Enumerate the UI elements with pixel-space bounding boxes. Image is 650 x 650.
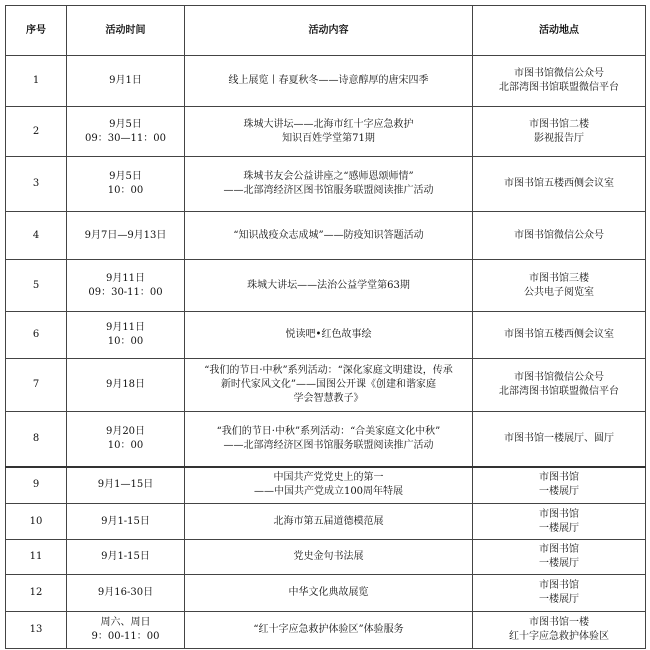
cell-place: 市图书馆微信公众号 北部湾图书馆联盟微信平台 <box>473 359 646 412</box>
cell-time: 9月5日 09：30—11：00 <box>67 107 185 157</box>
cell-place: 市图书馆微信公众号 <box>473 212 646 260</box>
cell-content: 珠城书友会公益讲座之“感师恩颂师情” ——北部湾经济区图书馆服务联盟阅读推广活动 <box>185 157 473 212</box>
cell-no: 9 <box>6 467 67 504</box>
cell-place: 市图书馆三楼 公共电子阅览室 <box>473 260 646 312</box>
cell-place: 市图书馆 一楼展厅 <box>473 467 646 504</box>
cell-no: 2 <box>6 107 67 157</box>
table-row <box>6 107 646 157</box>
activity-schedule-table <box>5 5 646 649</box>
cell-content: “红十字应急救护体验区”体验服务 <box>185 612 473 649</box>
cell-content: 珠城大讲坛——法治公益学堂第63期 <box>185 260 473 312</box>
cell-content: 悦读吧•红色故事绘 <box>185 312 473 359</box>
cell-place: 市图书馆微信公众号 北部湾图书馆联盟微信平台 <box>473 56 646 107</box>
cell-content: “知识战疫众志成城”——防疫知识答题活动 <box>185 212 473 260</box>
table-row <box>6 467 646 504</box>
cell-content: 党史金句书法展 <box>185 540 473 575</box>
cell-no: 11 <box>6 540 67 575</box>
cell-time: 周六、周日 9：00-11：00 <box>67 612 185 649</box>
table-row <box>6 504 646 540</box>
cell-no: 1 <box>6 56 67 107</box>
table-header-row <box>6 6 646 56</box>
cell-time: 9月1—15日 <box>67 467 185 504</box>
cell-no: 12 <box>6 575 67 612</box>
cell-place: 市图书馆一楼展厅、圆厅 <box>473 412 646 467</box>
cell-place: 市图书馆二楼 影视报告厅 <box>473 107 646 157</box>
header-place: 活动地点 <box>473 6 646 56</box>
cell-no: 8 <box>6 412 67 467</box>
cell-content: “我们的节日·中秋”系列活动：“合美家庭文化中秋” ——北部湾经济区图书馆服务联盟阅读推广活动 <box>185 412 473 467</box>
cell-no: 4 <box>6 212 67 260</box>
cell-content: 线上展览丨春夏秋冬——诗意醇厚的唐宋四季 <box>185 56 473 107</box>
table-row <box>6 575 646 612</box>
cell-no: 5 <box>6 260 67 312</box>
cell-time: 9月1-15日 <box>67 540 185 575</box>
cell-time: 9月1-15日 <box>67 504 185 540</box>
cell-content: 中国共产党党史上的第一 ——中国共产党成立100周年特展 <box>185 467 473 504</box>
cell-content: 中华文化典故展览 <box>185 575 473 612</box>
cell-no: 7 <box>6 359 67 412</box>
cell-time: 9月7日—9月13日 <box>67 212 185 260</box>
cell-no: 3 <box>6 157 67 212</box>
cell-no: 10 <box>6 504 67 540</box>
table-row <box>6 212 646 260</box>
cell-time: 9月18日 <box>67 359 185 412</box>
cell-content: 珠城大讲坛——北海市红十字应急救护 知识百姓学堂第71期 <box>185 107 473 157</box>
header-time: 活动时间 <box>67 6 185 56</box>
table-row <box>6 540 646 575</box>
cell-no: 6 <box>6 312 67 359</box>
table-row <box>6 157 646 212</box>
cell-place: 市图书馆 一楼展厅 <box>473 575 646 612</box>
table-row <box>6 312 646 359</box>
table-row <box>6 260 646 312</box>
cell-place: 市图书馆 一楼展厅 <box>473 540 646 575</box>
cell-time: 9月16-30日 <box>67 575 185 612</box>
cell-no: 13 <box>6 612 67 649</box>
table-row <box>6 359 646 412</box>
table-row <box>6 56 646 107</box>
cell-content: 北海市第五届道德模范展 <box>185 504 473 540</box>
table-row <box>6 412 646 467</box>
header-content: 活动内容 <box>185 6 473 56</box>
cell-time: 9月1日 <box>67 56 185 107</box>
cell-time: 9月11日 10：00 <box>67 312 185 359</box>
cell-place: 市图书馆一楼 红十字应急救护体验区 <box>473 612 646 649</box>
cell-time: 9月5日 10：00 <box>67 157 185 212</box>
header-no: 序号 <box>6 6 67 56</box>
cell-place: 市图书馆 一楼展厅 <box>473 504 646 540</box>
cell-place: 市图书馆五楼西侧会议室 <box>473 312 646 359</box>
cell-place: 市图书馆五楼西侧会议室 <box>473 157 646 212</box>
table-row <box>6 612 646 649</box>
cell-time: 9月11日 09：30-11：00 <box>67 260 185 312</box>
cell-content: “我们的节日·中秋”系列活动：“深化家庭文明建设，传承 新时代家风文化”——国图公开课《创建和谐家庭 学会智慧教子》 <box>185 359 473 412</box>
cell-time: 9月20日 10：00 <box>67 412 185 467</box>
